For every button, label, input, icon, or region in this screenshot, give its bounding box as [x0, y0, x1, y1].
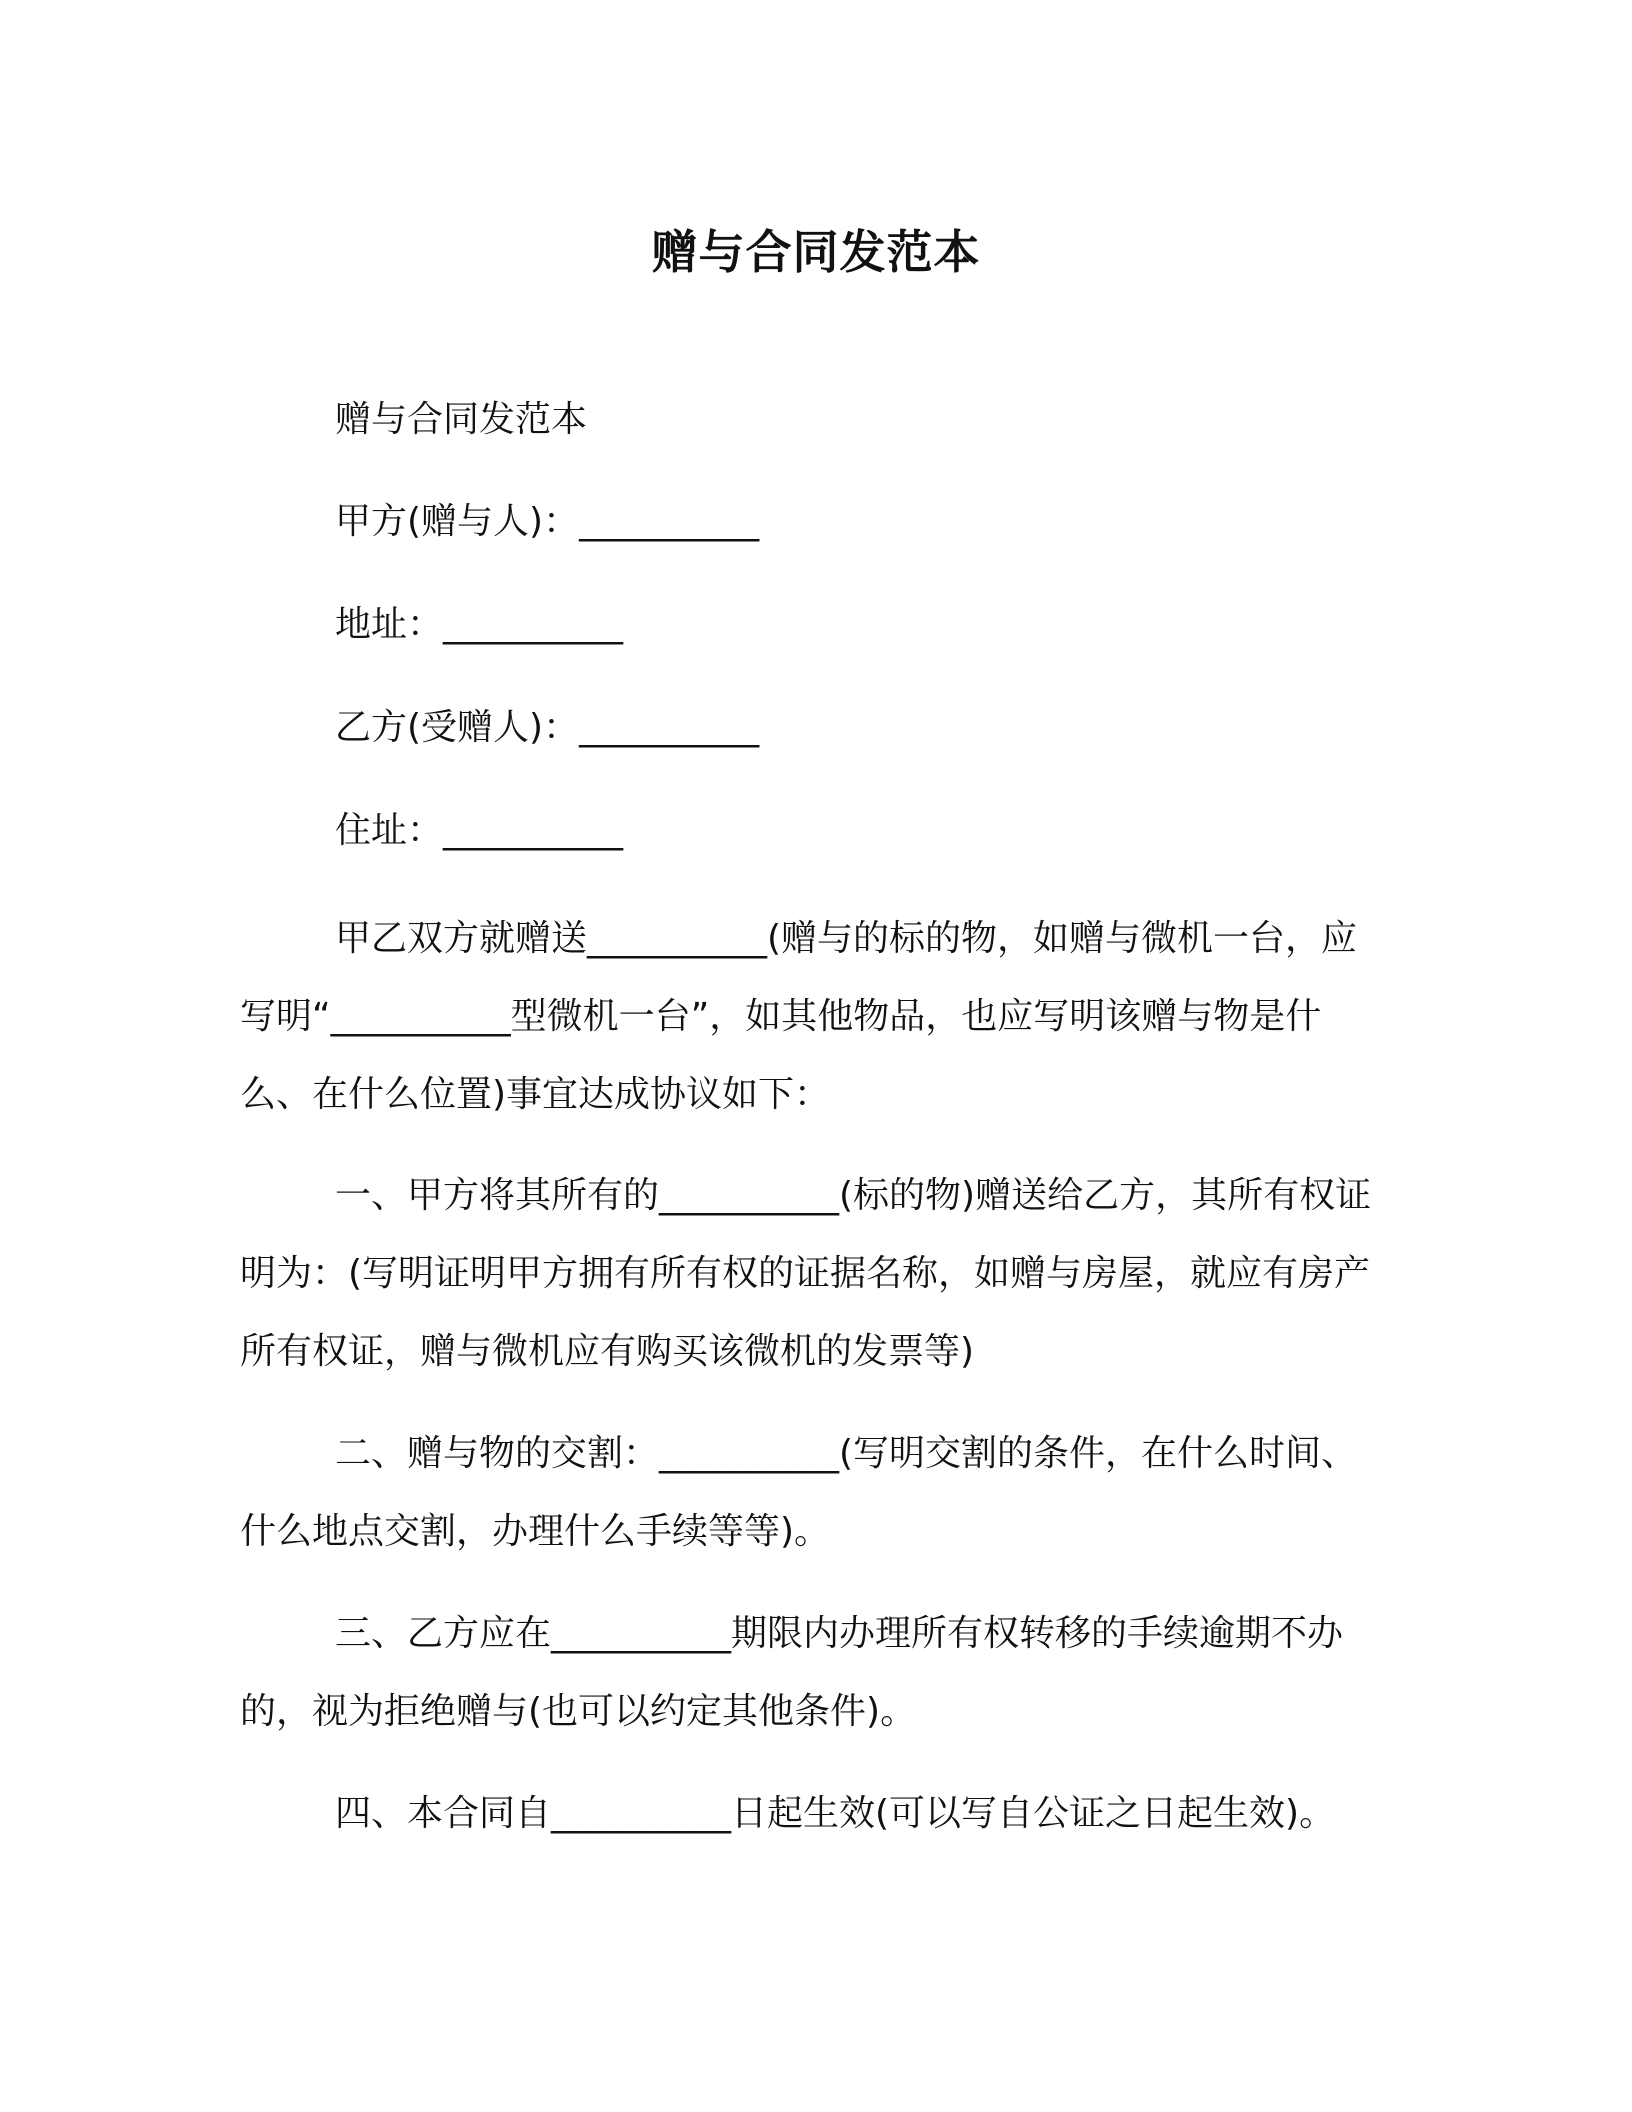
party-b-blank: __________: [579, 707, 760, 748]
paragraph-clause-1: 一、甲方将其所有的__________(标的物)赠送给乙方，其所有权证明为：(写明证明甲方拥有所有权的证据名称，如赠与房屋，就应有房产所有权证，赠与微机应有购买该微机的发票等): [240, 1175, 1372, 1372]
party-a-line: [335, 497, 759, 547]
party-a-label: 甲方(赠与人)：: [335, 501, 580, 542]
subtitle-line: 赠与合同发范本: [335, 399, 588, 440]
paragraph-clause-4: 四、本合同自__________日起生效(可以写自公证之日起生效)。: [335, 1793, 1336, 1834]
address-a-label: 地址：: [335, 604, 444, 645]
address-a-line: [335, 600, 623, 650]
address-b-line: [335, 806, 623, 856]
document-title: 赠与合同发范本: [651, 225, 981, 279]
party-b-line: [335, 703, 759, 753]
address-a-blank: __________: [443, 604, 624, 645]
paragraph-clause-2: 二、赠与物的交割：__________(写明交割的条件，在什么时间、什么地点交割，办理什么手续等等)。: [240, 1433, 1358, 1552]
party-b-label: 乙方(受赠人)：: [335, 707, 580, 748]
address-b-label: 住址：: [335, 810, 444, 851]
party-a-blank: __________: [579, 501, 760, 542]
paragraph-preamble: 甲乙双方就赠送__________(赠与的标的物，如赠与微机一台，应写明“__________型微机一台”，如其他物品，也应写明该赠与物是什么、在什么位置)事宜达成协议如下：: [240, 918, 1358, 1115]
address-b-blank: __________: [443, 810, 624, 851]
paragraph-clause-3: 三、乙方应在__________期限内办理所有权转移的手续逾期不办的，视为拒绝赠与(也可以约定其他条件)。: [240, 1613, 1344, 1732]
